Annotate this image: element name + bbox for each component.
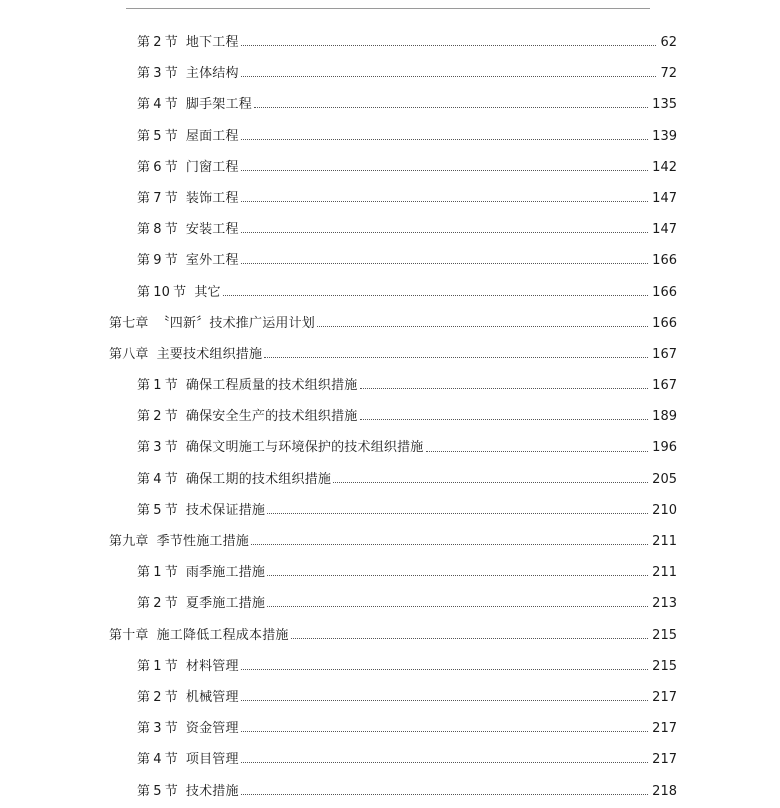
toc-entry-label [137, 464, 331, 495]
page-number: 189 [652, 409, 677, 425]
chapter-title: 季节性施工措施 [156, 534, 250, 549]
toc-entry-label [137, 557, 265, 588]
toc-section-entry[interactable] [0, 651, 780, 682]
section-suffix: 节 [164, 752, 178, 768]
page-number: 142 [652, 159, 677, 175]
dot-leader [333, 482, 648, 483]
toc-entry-label [137, 152, 239, 183]
section-suffix: 节 [164, 471, 178, 487]
toc-section-entry[interactable] [0, 464, 780, 495]
section-number: 4 [153, 471, 162, 487]
section-suffix: 节 [173, 284, 187, 300]
page-number: 166 [652, 284, 677, 300]
section-title: 装饰工程 [185, 190, 239, 206]
section-title: 确保文明施工与环境保护的技术组织措施 [185, 440, 424, 456]
section-suffix: 节 [164, 721, 178, 737]
section-title: 脚手架工程 [185, 97, 252, 113]
toc-section-entry[interactable] [0, 744, 780, 775]
section-number: 6 [153, 159, 162, 175]
toc-entry-label [137, 183, 239, 214]
toc-section-entry[interactable] [0, 588, 780, 619]
toc-entry-label [109, 620, 289, 651]
toc-entry-label [137, 27, 239, 58]
section-suffix: 节 [164, 190, 178, 206]
toc-chapter-entry[interactable] [0, 620, 780, 651]
toc-entry-label [137, 214, 239, 245]
chapter-title: 主要技术组织措施 [156, 346, 263, 362]
dot-leader [317, 326, 648, 327]
section-number: 2 [153, 409, 162, 425]
toc-entry-label [137, 651, 239, 682]
dot-leader [241, 201, 648, 202]
section-title: 确保工期的技术组织措施 [185, 471, 332, 487]
section-number: 4 [153, 97, 162, 113]
section-suffix: 节 [164, 128, 178, 144]
section-number: 10 [153, 284, 171, 300]
section-number: 4 [153, 752, 162, 768]
section-suffix: 节 [164, 66, 178, 82]
toc-section-entry[interactable] [0, 682, 780, 713]
dot-leader [241, 170, 648, 171]
toc-section-entry[interactable] [0, 370, 780, 401]
toc-entry-label [137, 370, 358, 401]
section-prefix: 第 [137, 159, 151, 175]
section-number: 8 [153, 222, 162, 238]
section-suffix: 节 [164, 783, 178, 799]
chapter-heading: 第七章 [109, 315, 149, 331]
chapter-heading: 第八章 [109, 346, 149, 362]
page-number: 166 [652, 253, 677, 269]
page-number: 196 [652, 440, 677, 456]
dot-leader [291, 638, 649, 639]
dot-leader [241, 139, 648, 140]
toc-section-entry[interactable] [0, 401, 780, 432]
dot-leader [241, 45, 657, 46]
toc-section-entry[interactable] [0, 214, 780, 245]
section-suffix: 节 [164, 35, 178, 50]
toc-entry-label [137, 588, 265, 619]
section-title: 安装工程 [185, 222, 239, 238]
section-suffix: 节 [164, 658, 178, 674]
toc-entry-label [109, 526, 249, 557]
section-number: 3 [153, 721, 162, 737]
section-number: 1 [153, 658, 162, 674]
section-title: 地下工程 [185, 35, 239, 50]
toc-section-entry[interactable] [0, 27, 780, 58]
dot-leader [223, 295, 648, 296]
toc-section-entry[interactable] [0, 557, 780, 588]
section-title: 技术措施 [185, 783, 239, 799]
dot-leader [241, 700, 648, 701]
toc-entry-label [137, 744, 239, 775]
dot-leader [267, 606, 648, 607]
toc-entry-label [137, 58, 239, 89]
page-number: 167 [652, 378, 677, 394]
toc-section-entry[interactable] [0, 776, 780, 807]
section-number: 5 [153, 502, 162, 518]
section-number: 5 [153, 783, 162, 799]
section-prefix: 第 [137, 596, 151, 612]
toc-entry-label [137, 245, 239, 276]
section-prefix: 第 [137, 783, 151, 799]
page-number: 218 [652, 783, 677, 799]
section-prefix: 第 [137, 128, 151, 144]
section-number: 2 [153, 35, 162, 50]
page-number: 217 [652, 689, 677, 705]
section-prefix: 第 [137, 35, 151, 50]
page-number: 167 [652, 346, 677, 362]
section-number: 2 [153, 596, 162, 612]
toc-section-entry[interactable] [0, 245, 780, 276]
toc-section-entry[interactable] [0, 713, 780, 744]
toc-entry-label [137, 495, 265, 526]
section-suffix: 节 [164, 596, 178, 612]
section-suffix: 节 [164, 97, 178, 113]
dot-leader [254, 107, 648, 108]
section-title: 门窗工程 [185, 159, 239, 175]
dot-leader [241, 669, 648, 670]
page-number: 211 [652, 565, 677, 581]
section-prefix: 第 [137, 97, 151, 113]
section-title: 材料管理 [185, 658, 239, 674]
section-number: 3 [153, 66, 162, 82]
section-number: 5 [153, 128, 162, 144]
toc-entry-label [137, 277, 221, 308]
dot-leader [241, 263, 648, 264]
toc-chapter-entry[interactable] [0, 526, 780, 557]
dot-leader [241, 762, 648, 763]
toc-entry-label [137, 713, 239, 744]
section-title: 雨季施工措施 [185, 565, 266, 581]
section-prefix: 第 [137, 66, 151, 82]
page-number: 62 [660, 35, 677, 50]
section-prefix: 第 [137, 440, 151, 456]
toc-entry-label [137, 432, 424, 463]
section-prefix: 第 [137, 689, 151, 705]
section-prefix: 第 [137, 658, 151, 674]
page-number: 72 [660, 66, 677, 82]
section-prefix: 第 [137, 721, 151, 737]
toc-section-entry[interactable] [0, 432, 780, 463]
page-number: 217 [652, 721, 677, 737]
section-suffix: 节 [164, 502, 178, 518]
toc-chapter-entry[interactable] [0, 339, 780, 370]
toc-entry-label [137, 682, 239, 713]
dot-leader [241, 794, 648, 795]
section-title: 室外工程 [185, 253, 239, 269]
dot-leader [264, 357, 648, 358]
section-title: 其它 [194, 284, 221, 300]
section-title: 资金管理 [185, 721, 239, 737]
section-suffix: 节 [164, 409, 178, 425]
toc-section-entry[interactable] [0, 495, 780, 526]
section-suffix: 节 [164, 222, 178, 238]
section-number: 9 [153, 253, 162, 269]
dot-leader [241, 731, 648, 732]
section-suffix: 节 [164, 565, 178, 581]
toc-section-entry[interactable] [0, 121, 780, 152]
toc-entry-label [137, 89, 252, 120]
section-title: 技术保证措施 [185, 502, 266, 518]
section-prefix: 第 [137, 284, 151, 300]
section-prefix: 第 [137, 409, 151, 425]
page-number: 147 [652, 222, 677, 238]
section-number: 7 [153, 190, 162, 206]
chapter-title: 〝四新〞技术推广运用计划 [156, 315, 316, 331]
chapter-title: 施工降低工程成本措施 [156, 627, 289, 643]
section-title: 确保安全生产的技术组织措施 [185, 409, 358, 425]
chapter-heading: 第九章 [109, 534, 149, 549]
toc-entry-label [137, 401, 358, 432]
toc-section-entry[interactable] [0, 277, 780, 308]
section-title: 确保工程质量的技术组织措施 [185, 378, 358, 394]
dot-leader [251, 544, 648, 545]
section-number: 2 [153, 689, 162, 705]
toc-entry-label [109, 339, 262, 370]
page-number: 213 [652, 596, 677, 612]
section-prefix: 第 [137, 222, 151, 238]
toc-entry-label [137, 121, 239, 152]
section-title: 项目管理 [185, 752, 239, 768]
page-number: 205 [652, 471, 677, 487]
dot-leader [360, 419, 649, 420]
section-number: 1 [153, 378, 162, 394]
toc-entry-label [137, 776, 239, 807]
section-title: 夏季施工措施 [185, 596, 266, 612]
page-number: 215 [652, 658, 677, 674]
page-number: 166 [652, 315, 677, 331]
dot-leader [426, 451, 649, 452]
section-suffix: 节 [164, 253, 178, 269]
dot-leader [267, 513, 648, 514]
section-suffix: 节 [164, 689, 178, 705]
dot-leader [241, 76, 657, 77]
toc-chapter-entry[interactable] [0, 308, 780, 339]
toc-section-entry[interactable] [0, 152, 780, 183]
page-number: 215 [652, 627, 677, 643]
page-number: 210 [652, 502, 677, 518]
section-suffix: 节 [164, 378, 178, 394]
dot-leader [267, 575, 648, 576]
page-top-rule [126, 8, 650, 9]
page-number: 211 [652, 534, 677, 549]
section-number: 1 [153, 565, 162, 581]
toc-entry-label [109, 308, 315, 339]
section-prefix: 第 [137, 502, 151, 518]
page-number: 135 [652, 97, 677, 113]
page-number: 217 [652, 752, 677, 768]
section-suffix: 节 [164, 159, 178, 175]
dot-leader [360, 388, 649, 389]
section-prefix: 第 [137, 190, 151, 206]
chapter-heading: 第十章 [109, 627, 149, 643]
table-of-contents [0, 27, 780, 807]
section-title: 机械管理 [185, 689, 239, 705]
section-prefix: 第 [137, 378, 151, 394]
section-prefix: 第 [137, 565, 151, 581]
dot-leader [241, 232, 648, 233]
section-prefix: 第 [137, 752, 151, 768]
page-number: 147 [652, 190, 677, 206]
section-prefix: 第 [137, 471, 151, 487]
section-prefix: 第 [137, 253, 151, 269]
section-title: 主体结构 [185, 66, 239, 82]
section-number: 3 [153, 440, 162, 456]
toc-section-entry[interactable] [0, 58, 780, 89]
section-title: 屋面工程 [185, 128, 239, 144]
toc-section-entry[interactable] [0, 183, 780, 214]
toc-section-entry[interactable] [0, 89, 780, 120]
section-suffix: 节 [164, 440, 178, 456]
page-number: 139 [652, 128, 677, 144]
